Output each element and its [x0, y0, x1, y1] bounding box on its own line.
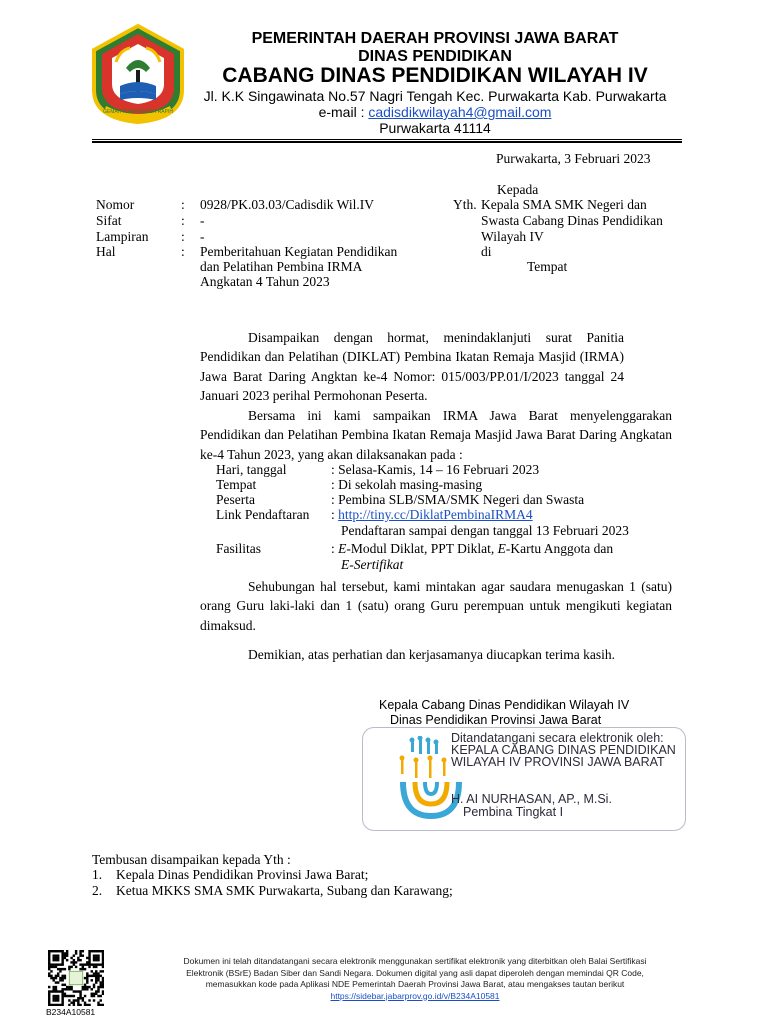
signer-office-1: KEPALA CABANG DINAS PENDIDIKAN — [451, 743, 676, 757]
detail-hari-value: : Selasa-Kamis, 14 – 16 Februari 2023 — [331, 462, 540, 477]
fasilitas-colon: : — [331, 541, 339, 556]
registration-deadline: Pendaftaran sampai dengan tanggal 13 Februari 2023 — [341, 523, 629, 538]
email-link[interactable]: cadisdikwilayah4@gmail.com — [368, 104, 552, 120]
detail-link-colon: : — [331, 507, 339, 522]
detail-fasilitas-cont — [341, 556, 403, 573]
meta-lampiran-sep: : — [181, 229, 185, 244]
registration-link[interactable]: http://tiny.cc/DiklatPembinaIRMA4 — [338, 507, 533, 522]
recipient-line-1: Kepala SMA SMK Negeri dan — [481, 197, 647, 212]
meta-sifat-label: Sifat — [96, 213, 122, 228]
detail-peserta-value: : Pembina SLB/SMA/SMK Negeri dan Swasta — [331, 492, 585, 507]
branch-name: CABANG DINAS PENDIDIKAN WILAYAH IV — [222, 64, 648, 87]
cc-item-2-text: Ketua MKKS SMA SMK Purwakarta, Subang dan Karawang; — [116, 883, 453, 898]
signed-by-label: Ditandatangani secara elektronik oleh: — [451, 731, 664, 745]
detail-link-label: Link Pendaftaran — [216, 507, 310, 522]
cc-item-1-number: 1. — [92, 867, 103, 882]
signer-rank: Pembina Tingkat I — [463, 805, 564, 819]
email-label: e-mail : — [318, 104, 369, 120]
fasilitas-e2: E — [497, 541, 506, 556]
header-rule-thick — [92, 141, 682, 143]
cc-item-2-number: 2. — [92, 883, 103, 898]
detail-hari-label: Hari, tanggal — [216, 462, 287, 477]
body-paragraph-3: Sehubungan hal tersebut, kami mintakan agar saudara menugaskan 1 (satu) orang Guru laki-laki dan 1 (satu) orang Guru perempuan untuk mengikuti kegiatan dimaksud. — [200, 579, 672, 633]
footer-line-3: memasukkan kode pada Aplikasi NDE Pemerintah Daerah Provinsi Jawa Barat, atau mengakses tautan berikut — [205, 979, 625, 989]
cc-heading: Tembusan disampaikan kepada Yth : — [92, 852, 291, 867]
body-paragraph-1: Disampaikan dengan hormat, menindaklanjuti surat Panitia Pendidikan dan Pelatihan (DIKLAT) Pembina Ikatan Remaja Masjid (IRMA) Jawa Barat Daring Angktan ke-4 Nomor: 015/003/PP.01/I/2023 tanggal 24 Januari 2023 perihal Permohonan Peserta. — [200, 330, 624, 403]
fasilitas-text-3: E-Sertifikat — [341, 557, 404, 572]
recipient-line-3: Wilayah IV — [481, 229, 544, 244]
recipient-yth: Yth. — [453, 197, 477, 212]
footer-disclaimer — [130, 956, 700, 1002]
detail-link-value — [331, 506, 533, 523]
header-rule-thin — [92, 139, 682, 140]
recipient-line-2: Swasta Cabang Dinas Pendidikan — [481, 213, 663, 228]
detail-tempat-value: : Di sekolah masing-masing — [331, 477, 483, 492]
fasilitas-text-1: -Modul Diklat, PPT Diklat, — [346, 541, 498, 556]
detail-tempat-label: Tempat — [216, 477, 257, 492]
e-signature-box — [362, 727, 686, 831]
recipient-tempat: Tempat — [527, 259, 568, 274]
detail-peserta-label: Peserta — [216, 492, 255, 507]
signature-title-1: Kepala Cabang Dinas Pendidikan Wilayah IV — [379, 698, 630, 712]
city-zip: Purwakarta 41114 — [379, 120, 491, 136]
meta-hal-cont-1: dan Pelatihan Pembina IRMA — [200, 259, 363, 274]
meta-sifat-value: - — [200, 213, 205, 228]
cc-item-1-text: Kepala Dinas Pendidikan Provinsi Jawa Barat; — [116, 867, 369, 882]
logo-motto: GEMAH RIPAH REPEH RAPIH — [103, 109, 173, 115]
meta-hal-value: Pemberitahuan Kegiatan Pendidikan — [200, 244, 398, 259]
signer-office-2: WILAYAH IV PROVINSI JAWA BARAT — [451, 755, 665, 769]
meta-hal-label: Hal — [96, 244, 116, 259]
signer-name: H. AI NURHASAN, AP., M.Si. — [451, 792, 612, 806]
address: Jl. K.K Singawinata No.57 Nagri Tengah Kec. Purwakarta Kab. Purwakarta — [203, 88, 667, 104]
footer-line-1: Dokumen ini telah ditandatangani secara elektronik menggunakan sertifikat elektronik yang diterbitkan oleh Balai Sertifikasi — [183, 956, 647, 966]
fasilitas-text-2: -Kartu Anggota dan — [505, 541, 614, 556]
meta-hal-cont-2: Angkatan 4 Tahun 2023 — [200, 274, 330, 289]
gov-name: PEMERINTAH DAERAH PROVINSI JAWA BARAT — [251, 30, 619, 47]
qr-code-id: B234A10581 — [46, 1007, 96, 1017]
meta-lampiran-label: Lampiran — [96, 229, 149, 244]
body-paragraph-2: Bersama ini kami sampaikan IRMA Jawa Barat menyelenggarakan Pendidikan dan Pelatihan Pembina Ikatan Remaja Masjid Jawa Barat Daring Angkatan ke-4 Tahun 2023, yang akan dilaksanakan pada : — [200, 408, 672, 462]
detail-fasilitas-label: Fasilitas — [216, 541, 262, 556]
recipient-kepada: Kepada — [497, 182, 539, 197]
meta-sifat-sep: : — [181, 213, 185, 228]
letter-date: Purwakarta, 3 Februari 2023 — [496, 151, 651, 166]
detail-fasilitas-value — [331, 540, 613, 557]
recipient-di: di — [481, 244, 492, 259]
qr-code[interactable] — [48, 950, 104, 1006]
meta-nomor-sep: : — [181, 197, 185, 212]
department-name: DINAS PENDIDIKAN — [358, 48, 512, 65]
signature-title-2: Dinas Pendidikan Provinsi Jawa Barat — [390, 713, 602, 727]
meta-lampiran-value: - — [200, 229, 205, 244]
meta-nomor-value: 0928/PK.03.03/Cadisdik Wil.IV — [200, 197, 374, 212]
fasilitas-e1: E — [338, 541, 347, 556]
meta-nomor-label: Nomor — [96, 197, 135, 212]
footer-line-2: Elektronik (BSrE) Badan Siber dan Sandi Negara. Dokumen digital yang asli dapat diperoleh dengan memindai QR Code, — [186, 967, 644, 978]
footer-verify-url[interactable]: https://sidebar.jabarprov.go.id/v/B234A10581 — [330, 990, 500, 1001]
meta-hal-sep: : — [181, 244, 185, 259]
body-paragraph-4: Demikian, atas perhatian dan kerjasamanya diucapkan terima kasih. — [248, 647, 615, 662]
email-line — [190, 104, 680, 121]
